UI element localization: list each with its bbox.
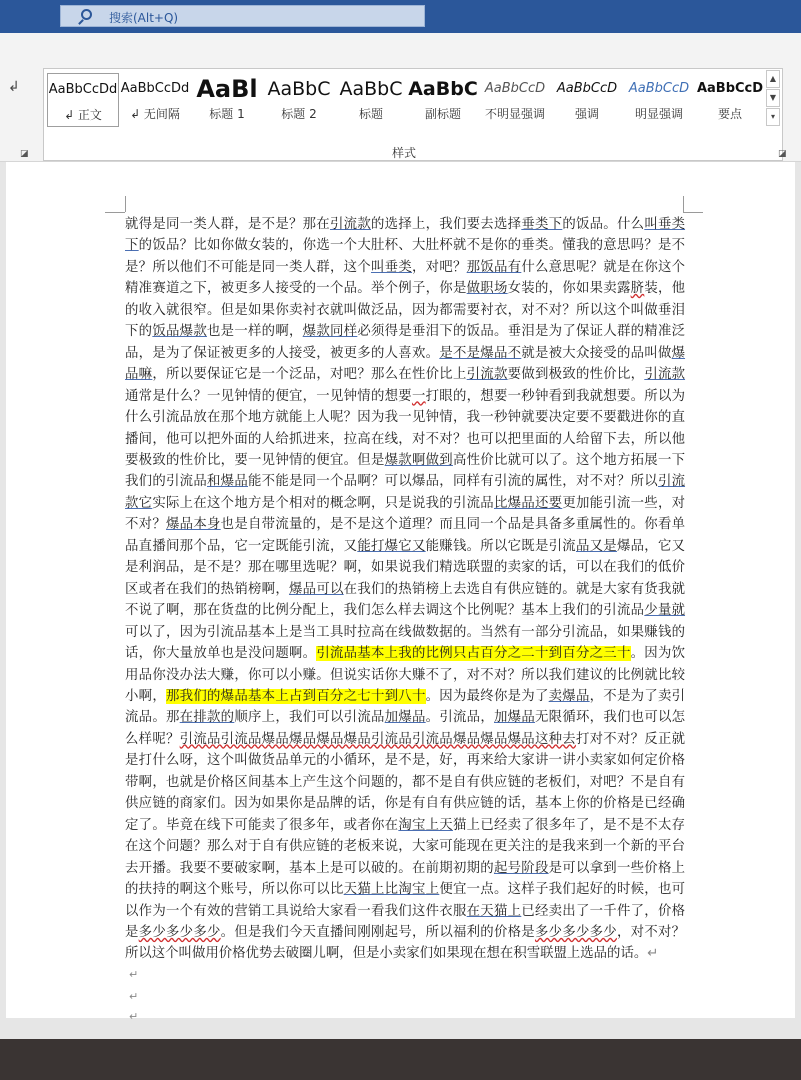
document-area bbox=[0, 162, 801, 1023]
text-run: ，对不对？所以这个叫做用价格优势去破圈儿啊，但是小卖家们如果现在想在积雪联盟上选品的话。 bbox=[125, 924, 686, 962]
grammar-underlined-run: 爆品可以 bbox=[288, 581, 344, 597]
paragraph-mark: ↵ bbox=[647, 946, 659, 962]
text-run: 便宜一点。这样子我们起好的时候，也可以作为一个有效的营销工具说给大家看一看我们这件衣服 bbox=[125, 882, 686, 919]
style-preview: AaBbCcDd bbox=[48, 82, 118, 97]
empty-paragraph: ↵ bbox=[129, 968, 139, 981]
text-run: 爆品，它又是利润品，是不是？那在哪里选呢？啊，如果说我们精选联盟的卖家的话，可以在我们的低价区或者在我们的热销榜啊， bbox=[125, 538, 686, 597]
style-label: ↲ 正文 bbox=[64, 108, 102, 122]
text-run: 无限循环，我们也可以怎么样呢？ bbox=[125, 710, 686, 747]
grammar-underlined-run: 引流款 bbox=[329, 217, 371, 232]
grammar-underlined-run: 是不是爆品不 bbox=[439, 345, 522, 361]
text-run: 打对不对？反正就是打什么呀，这个叫做货品单元的小循环，是不是，好，再来给大家讲一讲小卖家如何定价格带啊，也就是价格区间基本上产生这个问题的，都不是自有供应链的老板们，对吧？不是自有供应链的商家们。因为如果你是品牌的话，你是有自有供应链的话，基本上你的价格是已经确定了。毕竟在线下可能卖了很多年，或者你在 bbox=[125, 731, 686, 833]
grammar-underlined-run: 引流款 bbox=[644, 367, 686, 383]
text-run: 什么意思呢？就是在你这个精准赛道之下，被更多人接受的一个品。举个例子，你是 bbox=[125, 259, 686, 297]
grammar-underlined-run: 卖爆品 bbox=[548, 688, 590, 704]
style-label: 副标题 bbox=[424, 107, 461, 121]
grammar-underlined-run: 品又是 bbox=[575, 538, 617, 554]
grammar-underlined-run: 引流款它 bbox=[125, 474, 686, 511]
text-run: 也是自带流量的，是不是这个道理？而且同一个品是具备多重属性的。你看单品直播间那个品，它一定既能引流，又 bbox=[125, 517, 686, 554]
text-run: 的饭品。什么 bbox=[562, 217, 645, 232]
styles-dialog-launcher-icon[interactable]: ◪ bbox=[778, 149, 787, 159]
document-page[interactable] bbox=[6, 162, 795, 1023]
text-run: 实际上在这个地方是个相对的概念啊，只是说我的引流品 bbox=[152, 495, 494, 511]
grammar-underlined-run: 爆品嘛 bbox=[125, 345, 686, 383]
text-run: ，对吧？ bbox=[411, 259, 467, 275]
taskbar bbox=[0, 1039, 801, 1080]
text-run: 要做到极致的性价比， bbox=[507, 367, 645, 383]
grammar-underlined-run: 饭品爆款 bbox=[152, 324, 208, 340]
style-intense-emphasis[interactable] bbox=[623, 73, 695, 127]
text-run: 女装的，你如果卖露 bbox=[507, 281, 631, 297]
grammar-underlined-run: 在天猫上 bbox=[466, 903, 522, 919]
text-run: 就是被大众接受的品叫做 bbox=[521, 345, 672, 361]
text-run: 可以了，因为引流品基本上是当工具时拉高在线做数据的。当然有一部分引流品，如果赚钱的话，你大量放单也是没问题啊。 bbox=[125, 624, 685, 662]
grammar-underlined-run: 少量就 bbox=[644, 603, 686, 619]
empty-paragraph: ↵ bbox=[129, 1010, 139, 1023]
style-label: 强调 bbox=[574, 107, 599, 121]
style-label: 明显强调 bbox=[634, 107, 683, 121]
text-run: 装，他的收入就很窄。但是如果你卖衬衣就叫做泛品，因为都需要衬衣，对不对？所以这个叫做垂泪下的 bbox=[125, 281, 686, 340]
text-run: 能赚钱。所以它既是引流 bbox=[425, 538, 576, 554]
margin-corner-mark bbox=[683, 212, 703, 213]
text-run: 已经卖出了一千件了，价格是 bbox=[125, 903, 686, 940]
grammar-underlined-run: 引流款 bbox=[466, 367, 508, 383]
style-preview: AaBbCcD bbox=[556, 81, 618, 96]
gallery-down-icon[interactable]: ▼ bbox=[766, 89, 780, 107]
style-label: ↲ 无间隔 bbox=[130, 107, 180, 121]
style-label: 标题 2 bbox=[281, 107, 317, 121]
style-subtitle[interactable] bbox=[407, 73, 479, 127]
text-run: 能不能是同一个品啊？可以爆品，同样有引流的属性，对不对？所以 bbox=[248, 474, 658, 490]
text-run: 是可以拿到一些价格上的扶持的啊这个账号，所以你可以比 bbox=[125, 860, 686, 898]
search-icon bbox=[81, 9, 92, 20]
paragraph-mark-icon[interactable]: ↲ bbox=[8, 79, 20, 95]
style-preview: AaBbCcD bbox=[628, 81, 690, 96]
style-strong[interactable] bbox=[695, 73, 765, 127]
gallery-more-icon[interactable]: ▾ bbox=[766, 108, 780, 126]
margin-corner-mark bbox=[683, 196, 684, 212]
style-label: 标题 1 bbox=[209, 107, 245, 121]
text-run: 。因为饮用品你没办法大赚，你可以小赚。但说实话你大赚不了，对不对？所以我们建议的比例就比较小啊， bbox=[125, 646, 686, 704]
spelling-error-run: 多少多少多少 bbox=[534, 924, 617, 940]
text-run: 猫上已经卖了很多年了，是不是不太存在这个问题？那么对于自有供应链的老板来说，大家可能现在更关注的是我来到一个新的平台去开播。我要不要破家啊，基本上是可以破的。在前期初期的 bbox=[125, 817, 686, 876]
style-title[interactable] bbox=[335, 73, 407, 127]
text-run: 也是一样的啊， bbox=[207, 324, 303, 340]
text-run: 更加能引流一些，对不对？ bbox=[125, 495, 686, 533]
text-run: 打眼的，想要一秒钟看到我就想要。所以为什么引流品放在那个地方就能上人呢？因为我一见钟情，我一秒钟就要决定要不要戳进你的直播间，他可以把外面的人给抓进来，拉高在线，对不对？也可以把里面的人给留下去，所以他要极致的性价比，要一见钟情的便宜。但是 bbox=[125, 388, 686, 468]
grammar-underlined-run: 叫垂类 bbox=[370, 259, 412, 275]
style-preview: AaBbCcD bbox=[696, 81, 764, 96]
ribbon-styles-group bbox=[0, 33, 801, 162]
style-heading-1[interactable] bbox=[191, 73, 263, 127]
grammar-underlined-run: 爆款啊做到 bbox=[384, 452, 453, 468]
grammar-underlined-run: 比爆品还要 bbox=[493, 495, 563, 511]
spelling-error-run: 引流品引流品爆品爆品爆品爆品引流品引流品爆品爆品爆品这种去 bbox=[179, 731, 576, 747]
search-placeholder: 搜索(Alt+Q) bbox=[109, 11, 179, 25]
style-label: 要点 bbox=[717, 107, 742, 121]
text-run: 必须得是垂泪下的饭品。垂泪是为了保证人群的精准泛品，是为了保证被更多的人接受，被更多的人喜欢。 bbox=[125, 324, 686, 361]
style-preview: AaBbC bbox=[267, 78, 331, 100]
text-run: 在我们的热销榜上去选自有供应链的。就是大家有货我就不说了啊，那在货盘的比例分配上，我们怎么样去调这个比例呢？基本上我们的引流品 bbox=[125, 581, 686, 619]
margin-corner-mark bbox=[125, 196, 126, 212]
highlighted-run: 那我们的爆品基本上占到百分之七十到八十 bbox=[166, 688, 426, 704]
text-run: 。引流品， bbox=[425, 710, 494, 726]
grammar-underlined-run: 淘宝上天 bbox=[398, 817, 453, 833]
grammar-underlined-run: 在排款的 bbox=[179, 710, 235, 726]
style-preview: AaBl bbox=[196, 75, 258, 103]
grammar-underlined-run: 那饭品有 bbox=[466, 259, 522, 275]
gallery-scroll bbox=[766, 70, 780, 128]
grammar-underlined-run: 加爆品 bbox=[384, 710, 426, 726]
document-body-text[interactable] bbox=[125, 214, 685, 965]
style-subtle-emphasis[interactable] bbox=[479, 73, 551, 127]
text-run: 顺序上，我们可以引流品 bbox=[234, 710, 385, 726]
grammar-underlined-run: 天猫上比淘宝上 bbox=[343, 882, 440, 898]
style-normal[interactable] bbox=[47, 73, 119, 127]
text-run: 高性价比就可以了。这个地方拓展一下我们的引流品 bbox=[125, 452, 686, 490]
style-label: 不明显强调 bbox=[484, 107, 545, 121]
style-preview: AaBbC bbox=[408, 78, 478, 100]
grammar-underlined-run: 和爆品 bbox=[207, 474, 248, 490]
title-bar bbox=[0, 0, 801, 33]
grammar-underlined-run: 做职场 bbox=[466, 281, 508, 297]
text-run: ，所以要保证它是一个泛品，对吧？那么在性价比上 bbox=[152, 367, 467, 383]
margin-corner-mark bbox=[105, 212, 125, 213]
spelling-error-run: 一 bbox=[411, 388, 426, 404]
styles-group-label: 样式 bbox=[392, 146, 417, 160]
gallery-up-icon[interactable]: ▲ bbox=[766, 70, 780, 88]
spelling-error-run: 脐 bbox=[630, 281, 645, 297]
grammar-underlined-run: 起号阶段 bbox=[493, 860, 549, 876]
grammar-underlined-run: 能打爆它又 bbox=[357, 538, 426, 554]
style-label: 标题 bbox=[358, 107, 383, 121]
style-heading-2[interactable] bbox=[263, 73, 335, 127]
grammar-underlined-run: 叫垂类下 bbox=[125, 217, 686, 254]
empty-paragraph: ↵ bbox=[129, 990, 139, 1003]
search-box[interactable] bbox=[60, 5, 425, 27]
grammar-underlined-run: 垂类下 bbox=[521, 217, 563, 232]
grammar-underlined-run: 爆款同样 bbox=[302, 324, 358, 340]
style-preview: AaBbCcDd bbox=[120, 81, 190, 96]
text-run: 的选择上，我们要去选择 bbox=[370, 217, 522, 232]
highlighted-run: 引流品基本上我的比例只占百分之二十到百分之三十 bbox=[316, 646, 631, 662]
text-run: 通常是什么？一见钟情的便宜，一见钟情的想要 bbox=[125, 388, 412, 404]
style-preview: AaBbCcD bbox=[484, 81, 546, 96]
spelling-error-run: 多少多少多少 bbox=[138, 924, 221, 940]
text-run: 。因为最终你是为了 bbox=[425, 688, 549, 704]
dialog-launcher-icon[interactable]: ◪ bbox=[20, 149, 29, 159]
style-emphasis[interactable] bbox=[551, 73, 623, 127]
style-no-spacing[interactable] bbox=[119, 73, 191, 127]
text-run: 。但是我们今天直播间刚刚起号，所以福利的价格是 bbox=[220, 924, 535, 940]
text-run: 的饭品？比如你做女装的，你选一个大肚杯、大肚杯就不是你的垂类。懂我的意思吗？是不是？所以他们不可能是同一类人群，这个 bbox=[125, 238, 686, 275]
grammar-underlined-run: 加爆品 bbox=[494, 710, 535, 726]
grammar-underlined-run: 爆品本身 bbox=[166, 517, 221, 533]
text-run: ，不是为了卖引流品。那 bbox=[125, 688, 686, 726]
text-run: 就得是同一类人群，是不是？那在 bbox=[125, 217, 330, 232]
style-preview: AaBbC bbox=[339, 78, 403, 100]
